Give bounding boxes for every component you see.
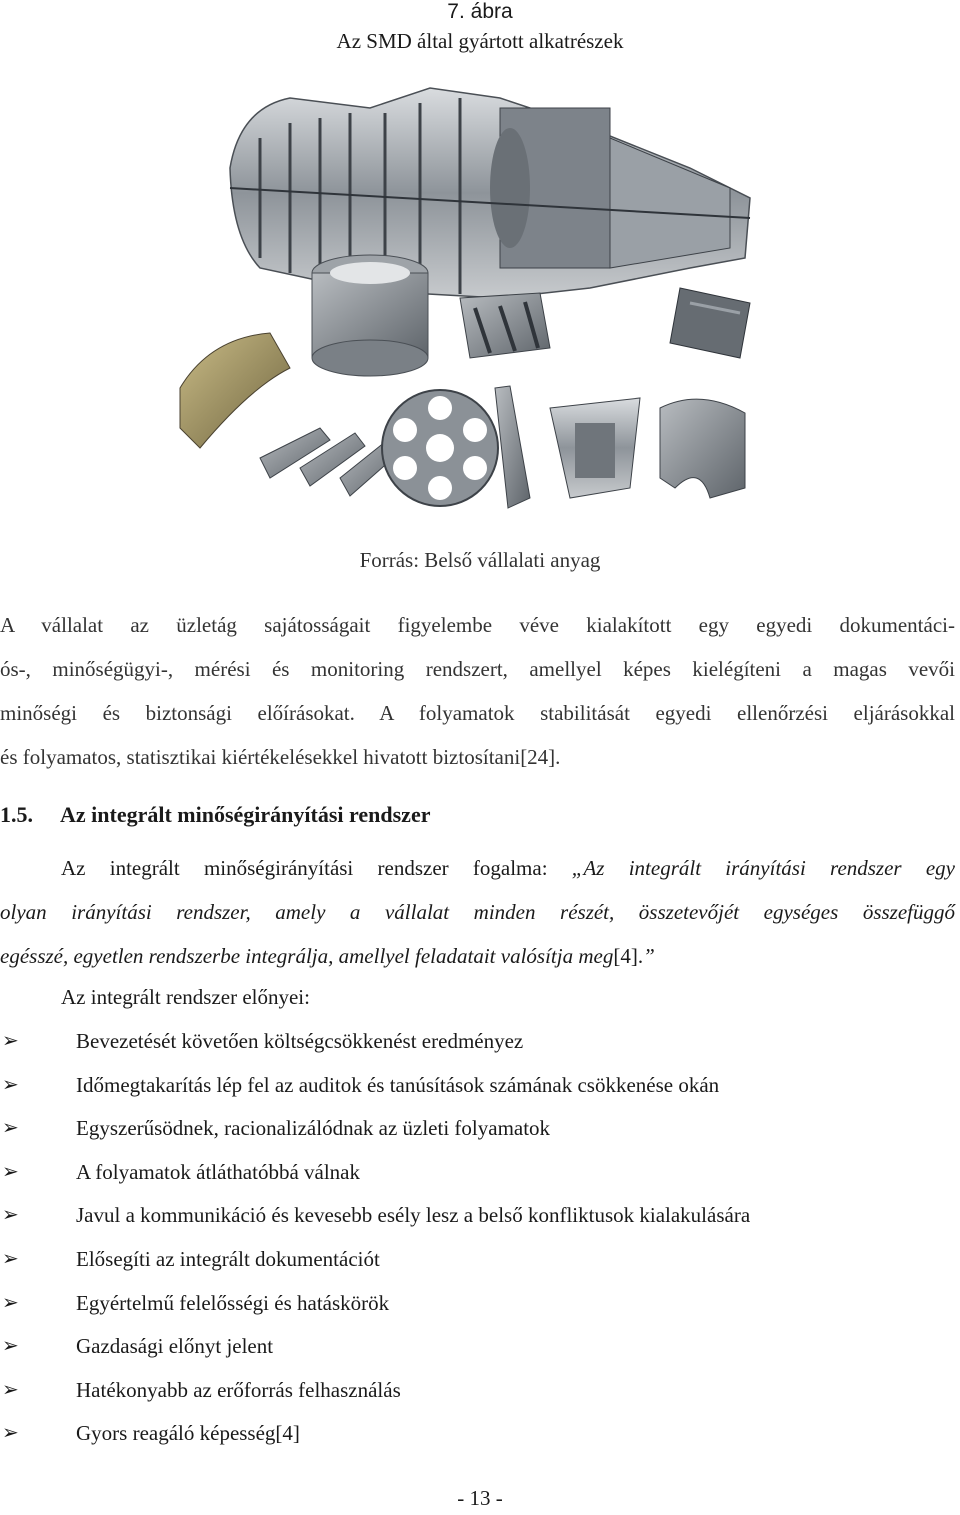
list-item — [0, 1412, 750, 1456]
list-item-text: Gyors reagáló képesség[4] — [76, 1421, 300, 1446]
long-blade — [495, 386, 530, 508]
closing-quote: ” — [643, 944, 655, 968]
list-item-text: Hatékonyabb az erőforrás felhasználás — [76, 1377, 401, 1402]
turbine-parts-figure — [170, 68, 790, 528]
vane-casting — [550, 398, 640, 498]
arrow-bullet-icon: ➢ — [2, 1247, 19, 1270]
section-title: Az integrált minőségirányítási rendszer — [60, 802, 431, 827]
citation: [4]. — [613, 944, 644, 968]
definition-lead: Az integrált minőségirányítási rendszer fogalma: — [61, 856, 572, 880]
definition-quote-part: egésszé, egyetlen rendszerbe integrálja, amellyel feladatait valósítja meg — [0, 944, 614, 968]
list-item — [0, 1369, 750, 1413]
paragraph-line: és folyamatos, statisztikai kiértékelésekkel hivatott biztosítani[24]. — [0, 745, 561, 769]
list-item — [0, 1194, 750, 1238]
saddle-segment — [660, 399, 745, 498]
paragraph-line — [0, 846, 955, 890]
list-item — [0, 1020, 750, 1064]
paragraph-quality-system — [0, 603, 955, 779]
perforated-disc — [382, 390, 498, 506]
definition-quote-part: „Az integrált irányítási rendszer egy — [571, 856, 955, 880]
arrow-bullet-icon: ➢ — [2, 1117, 19, 1140]
paragraph-line: A vállalat az üzletág sajátosságait figyelembe véve kialakított egy egyedi dokumentáci- — [0, 613, 955, 637]
combustion-liner — [312, 255, 428, 376]
advantages-title: Az integrált rendszer előnyei: — [61, 985, 310, 1009]
section-number: 1.5. — [0, 802, 33, 827]
arrow-bullet-icon: ➢ — [2, 1030, 19, 1052]
list-item-text: Gazdasági előnyt jelent — [76, 1334, 274, 1359]
advantages-list — [0, 1020, 750, 1456]
paragraph-line — [0, 934, 955, 978]
gas-turbine-cutaway — [230, 88, 750, 298]
page-number: - 13 - — [457, 1486, 503, 1510]
definition-quote-part: olyan irányítási rendszer, amely a vállalat minden részét, összetevőjét egységes összefüggő — [0, 900, 955, 924]
arrow-bullet-icon: ➢ — [2, 1422, 19, 1445]
list-item — [0, 1325, 750, 1369]
figure-label: 7. ábra — [447, 0, 513, 23]
list-item — [0, 1107, 750, 1151]
list-item-text: A folyamatok átláthatóbbá válnak — [76, 1159, 360, 1184]
arrow-bullet-icon: ➢ — [2, 1160, 19, 1183]
list-item — [0, 1238, 750, 1282]
list-item-text: Egyszerűsödnek, racionalizálódnak az üzleti folyamatok — [76, 1116, 551, 1141]
list-item-text: Egyértelmű felelősségi és hatáskörök — [76, 1290, 390, 1315]
list-item — [0, 1282, 750, 1326]
list-item — [0, 1151, 750, 1195]
figure-title: Az SMD által gyártott alkatrészek — [336, 29, 624, 53]
arrow-bullet-icon: ➢ — [2, 1378, 19, 1401]
turbine-blades — [260, 428, 400, 496]
bronze-shroud — [180, 333, 290, 448]
arrow-bullet-icon: ➢ — [2, 1335, 19, 1358]
paragraph-definition — [0, 846, 955, 978]
figure-source: Forrás: Belső vállalati anyag — [359, 548, 601, 572]
nozzle-segment — [460, 293, 550, 358]
list-item — [0, 1064, 750, 1108]
arrow-bullet-icon: ➢ — [2, 1204, 19, 1227]
list-item-text: Időmegtakarítás lép fel az auditok és tanúsítások számának csökkenése okán — [76, 1072, 720, 1097]
arrow-bullet-icon: ➢ — [2, 1073, 19, 1096]
list-item-text: Elősegíti az integrált dokumentációt — [76, 1246, 380, 1271]
list-item-text: Bevezetését követően költségcsökkenést eredményez — [76, 1029, 524, 1053]
paragraph-line: minőségi és biztonsági előírásokat. A folyamatok stabilitását egyedi ellenőrzési eljárásokkal — [0, 701, 955, 725]
section-heading — [0, 802, 430, 828]
arrow-bullet-icon: ➢ — [2, 1291, 19, 1314]
shroud-block — [670, 288, 750, 358]
list-item-text: Javul a kommunikáció és kevesebb esély lesz a belső konfliktusok kialakulására — [76, 1203, 751, 1228]
paragraph-line: ós-, minőségügyi-, mérési és monitoring rendszert, amellyel képes kielégíteni a magas vevői — [0, 657, 955, 681]
